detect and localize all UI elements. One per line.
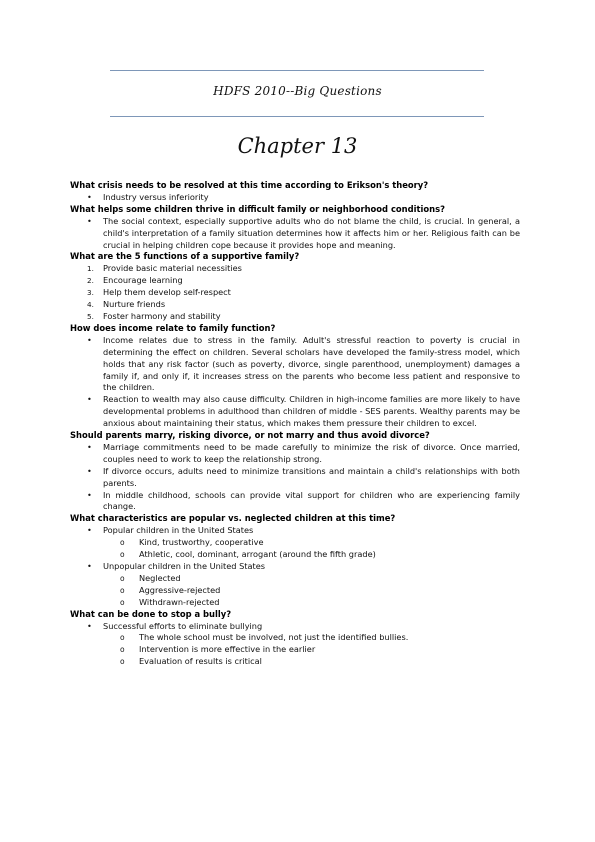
- list-item: • Income relates due to stress in the family. Adult's stressful reaction to poverty is crucial in determining the effect on children. Several scholars have developed the family-stress model, which holds that any risk factor (such as poverty, divorce, single parenthood, unemployment) damages a family if, and only if, it increases stress on the parents who become less patient and responsive to the children.: [87, 334, 520, 393]
- list-item: • Popular children in the United States o Kind, trustworthy, cooperative o Athletic, cool, dominant, arrogant (around the fifth grade): [70, 525, 520, 561]
- sub-list-item: o Evaluation of results is critical: [120, 656, 262, 667]
- list-item: • The social context, especially supportive adults who do not blame the child, is crucial. In general, a child's interpretation of a family situation determines how it affects him or her. Religious faith can be crucial in helping children cope because it provides hope and meaning.: [87, 215, 520, 250]
- list-item: 5. Foster harmony and stability: [87, 310, 221, 321]
- list-item: • In middle childhood, schools can provide vital support for children who are experiencing family change.: [87, 489, 520, 512]
- answer-list: [70, 192, 520, 204]
- answer-list: [70, 335, 520, 430]
- list-item: • Unpopular children in the United States o Neglected o Aggressive-rejected o Withdrawn-rejected: [70, 561, 520, 609]
- top-rule: [110, 70, 484, 71]
- sub-list-item: o Withdrawn-rejected: [120, 596, 220, 607]
- sub-list-item: o Aggressive-rejected: [120, 584, 221, 595]
- list-number: 2.: [87, 276, 94, 286]
- circle-bullet-icon: o: [120, 633, 125, 643]
- sub-list: [103, 537, 520, 561]
- list-item: • Marriage commitments need to be made carefully to minimize the risk of divorce. Once married, couples need to work to keep the relationship strong.: [87, 441, 520, 464]
- circle-bullet-icon: o: [120, 645, 125, 655]
- bullet-icon: •: [87, 215, 92, 226]
- sub-list: [103, 632, 520, 668]
- answer-list: [70, 621, 520, 669]
- question-thrive: What helps some children thrive in difficult family or neighborhood conditions?: [70, 203, 445, 214]
- list-number: 5.: [87, 311, 94, 321]
- question-income: How does income relate to family function?: [70, 322, 276, 333]
- list-number: 1.: [87, 264, 94, 274]
- numbered-list: [70, 263, 520, 323]
- question-marriage: Should parents marry, risking divorce, or not marry and thus avoid divorce?: [70, 430, 430, 441]
- list-item: 4. Nurture friends: [87, 299, 166, 310]
- chapter-heading: Chapter 13: [237, 134, 358, 158]
- list-number: 4.: [87, 300, 94, 310]
- sub-list-item: o Athletic, cool, dominant, arrogant (around the fifth grade): [120, 549, 376, 560]
- sub-list-item: o Kind, trustworthy, cooperative: [120, 537, 264, 548]
- question-popular-neglected: What characteristics are popular vs. neglected children at this time?: [70, 513, 396, 524]
- circle-bullet-icon: o: [120, 573, 125, 583]
- bullet-icon: •: [87, 394, 92, 405]
- sub-list-item: o The whole school must be involved, not just the identified bullies.: [120, 632, 409, 643]
- circle-bullet-icon: o: [120, 597, 125, 607]
- sub-list: [103, 573, 520, 609]
- list-item: 3. Help them develop self-respect: [87, 287, 231, 298]
- title-bottom-rule: [110, 116, 484, 117]
- sub-list-item: o Neglected: [120, 572, 181, 583]
- document-body: [70, 180, 520, 668]
- bullet-icon: •: [87, 489, 92, 500]
- list-item: • Industry versus inferiority: [87, 191, 209, 202]
- question-family-functions: What are the 5 functions of a supportive family?: [70, 251, 300, 262]
- bullet-icon: •: [87, 465, 92, 476]
- list-item: 2. Encourage learning: [87, 275, 183, 286]
- circle-bullet-icon: o: [120, 538, 125, 548]
- answer-list: [70, 525, 520, 608]
- bullet-icon: •: [87, 620, 92, 631]
- list-item: • Reaction to wealth may also cause difficulty. Children in high-income families are more likely to have developmental problems in adulthood than children of middle - SES parents. Wealthy parents may be anxious about maintaining their status, which makes them pressure their children to excel.: [87, 394, 520, 429]
- sub-list-item: o Intervention is more effective in the earlier: [120, 644, 316, 655]
- circle-bullet-icon: o: [120, 585, 125, 595]
- question-bully: What can be done to stop a bully?: [70, 608, 232, 619]
- answer-list: [70, 216, 520, 252]
- circle-bullet-icon: o: [120, 550, 125, 560]
- bullet-icon: •: [87, 334, 92, 345]
- answer-list: [70, 442, 520, 513]
- circle-bullet-icon: o: [120, 657, 125, 667]
- list-item: 1. Provide basic material necessities: [87, 263, 242, 274]
- question-erikson: What crisis needs to be resolved at this time according to Erikson's theory?: [70, 180, 429, 190]
- list-item: • Successful efforts to eliminate bullying o The whole school must be involved, not just the identified bullies. o Intervention is more effective in the earlier o Evaluation of results is critical: [70, 621, 520, 669]
- list-item: • If divorce occurs, adults need to minimize transitions and maintain a child's relationships with both parents.: [87, 465, 520, 488]
- bullet-icon: •: [87, 441, 92, 452]
- bullet-icon: •: [87, 561, 92, 571]
- bullet-icon: •: [87, 525, 92, 536]
- bullet-icon: •: [87, 191, 92, 202]
- document-title: HDFS 2010--Big Questions: [213, 84, 382, 98]
- list-number: 3.: [87, 288, 94, 298]
